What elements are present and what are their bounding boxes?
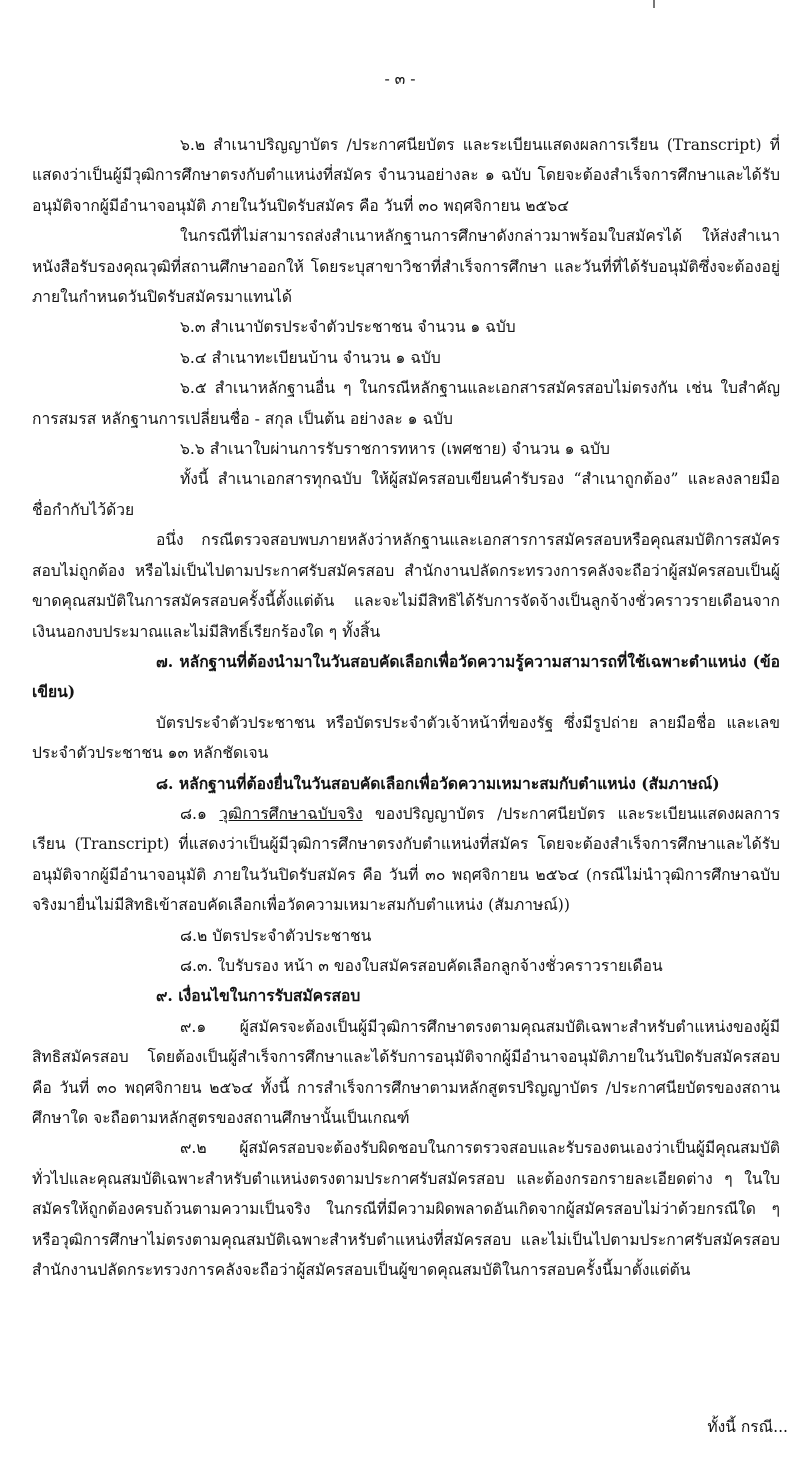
heading-section-9: ๙. เงื่อนไขในการรับสมัครสอบ [156,986,361,1006]
paragraph-disqualification: อนึ่ง กรณีตรวจสอบพบภายหลังว่าหลักฐานและเอกสารการสมัครสอบหรือคุณสมบัติการสมัครสอบไม่ถูกต้อง หรือไม่เป็นไปตามประกาศรับสมัครสอบ สำนักงานปลัดกระทรวงการคลังจะถือว่าผู้สมัครสอบเป็นผู้ขาดคุณสมบัติในการสมัครสอบครั้งนี้ตั้งแต่ต้น และจะไม่มีสิทธิได้รับการจัดจ้างเป็นลูกจ้างชั่วคราวรายเดือนจากเงินนอกงบประมาณและไม่มีสิทธิ์เรียกร้องใด ๆ ทั้งสิ้น [32,531,780,641]
paragraph-certify-copies: ทั้งนี้ สำเนาเอกสารทุกฉบับ ให้ผู้สมัครสอบเขียนคำรับรอง “สำเนาถูกต้อง” และลงลายมือชื่อกำกับไว้ด้วย [32,470,780,519]
paragraph-8-1-prefix: ๘.๑ [180,804,220,823]
paragraph-6-3: ๖.๓ สำเนาบัตรประจำตัวประชาชน จำนวน ๑ ฉบับ [180,318,516,337]
paragraph-6-2: ๖.๒ สำเนาปริญญาบัตร /ประกาศนียบัตร และระเบียนแสดงผลการเรียน (Transcript) ที่แสดงว่าเป็นผู้มีวุฒิการศึกษาตรงกับตำแหน่งที่สมัคร จำนวนอย่างละ ๑ ฉบับ โดยจะต้องสำเร็จการศึกษาและได้รับอนุมัติจากผู้มีอำนาจอนุมัติ ภายในวันปิดรับสมัคร คือ วันที่ ๓๐ พฤศจิกายน ๒๕๖๔ [32,136,780,215]
paragraph-8-3: ๘.๓. ใบรับรอง หน้า ๓ ของใบสมัครสอบคัดเลือกลูกจ้างชั่วคราวรายเดือน [180,956,663,975]
paragraph-8-1-rest: ของปริญญาบัตร /ประกาศนียบัตร และระเบียนแสดงผลการเรียน (Transcript) ที่แสดงว่าเป็นผู้มีวุฒิการศึกษาตรงกับตำแหน่งที่สมัคร โดยจะต้องสำเร็จการศึกษาและได้รับอนุมัติจากผู้มีอำนาจอนุมัติ ภายในวันปิดรับสมัคร คือ วันที่ ๓๐ พฤศจิกายน ๒๕๖๔ (กรณีไม่นำวุฒิการศึกษาฉบับจริงมายื่นไม่มีสิทธิเข้าสอบคัดเลือกเพื่อวัดความเหมาะสมกับตำแหน่ง (สัมภาษณ์)) [32,804,781,915]
paragraph-8-1 [32,799,780,921]
document-body [32,130,780,1285]
paragraph-8-2: ๘.๒ บัตรประจำตัวประชาชน [180,926,372,945]
paragraph-9-1: ๙.๑ ผู้สมัครจะต้องเป็นผู้มีวุฒิการศึกษาตรงตามคุณสมบัติเฉพาะสำหรับตำแหน่งของผู้มีสิทธิสมัครสอบ โดยต้องเป็นผู้สำเร็จการศึกษาและได้รับการอนุมัติจากผู้มีอำนาจอนุมัติภายในวันปิดรับสมัครสอบ คือ วันที่ ๓๐ พฤศจิกายน ๒๕๖๔ ทั้งนี้ การสำเร็จการศึกษาตามหลักสูตรปริญญาบัตร /ประกาศนียบัตรของสถานศึกษาใด จะถือตามหลักสูตรของสถานศึกษานั้นเป็นเกณฑ์ [32,1017,780,1127]
paragraph-6-6: ๖.๖ สำเนาใบผ่านการรับราชการทหาร (เพศชาย) จำนวน ๑ ฉบับ [180,440,610,459]
paragraph-6-5: ๖.๕ สำเนาหลักฐานอื่น ๆ ในกรณีหลักฐานและเอกสารสมัครสอบไม่ตรงกัน เช่น ใบสำคัญการสมรส หลักฐานการเปลี่ยนชื่อ - สกุล เป็นต้น อย่างละ ๑ ฉบับ [32,379,780,428]
paragraph-8-1-underlined: วุฒิการศึกษาฉบับจริง [219,804,363,823]
scan-edge-mark [653,0,655,8]
heading-section-7: ๗. หลักฐานที่ต้องนำมาในวันสอบคัดเลือกเพื่อวัดความรู้ความสามารถที่ใช้เฉพาะตำแหน่ง (ข้อเขียน) [32,651,780,702]
paragraph-section-7-id: บัตรประจำตัวประชาชน หรือบัตรประจำตัวเจ้าหน้าที่ของรัฐ ซึ่งมีรูปถ่าย ลายมือชื่อ และเลขประจำตัวประชาชน ๑๓ หลักชัดเจน [32,713,780,763]
paragraph-6-4: ๖.๔ สำเนาทะเบียนบ้าน จำนวน ๑ ฉบับ [180,348,441,367]
paragraph-6-2-note: ในกรณีที่ไม่สามารถส่งสำเนาหลักฐานการศึกษาดังกล่าวมาพร้อมใบสมัครได้ ให้ส่งสำเนาหนังสือรับรองคุณวุฒิที่สถานศึกษาออกให้ โดยระบุสาขาวิชาที่สำเร็จการศึกษา และวันที่ที่ได้รับอนุมัติซึ่งจะต้องอยู่ภายในกำหนดวันปิดรับสมัครมาแทนได้ [32,227,780,307]
continuation-footer: ทั้งนี้ กรณี... [707,1418,788,1436]
page-number: - ๓ - [384,70,416,88]
heading-section-8: ๘. หลักฐานที่ต้องยื่นในวันสอบคัดเลือกเพื่อวัดความเหมาะสมกับตำแหน่ง (สัมภาษณ์) [156,773,720,793]
paragraph-9-2: ๙.๒ ผู้สมัครสอบจะต้องรับผิดชอบในการตรวจสอบและรับรองตนเองว่าเป็นผู้มีคุณสมบัติทั่วไปและคุณสมบัติเฉพาะสำหรับตำแหน่งตรงตามประกาศรับสมัครสอบ และต้องกรอกรายละเอียดต่าง ๆ ในใบสมัครให้ถูกต้องครบถ้วนตามความเป็นจริง ในกรณีที่มีความผิดพลาดอันเกิดจากผู้สมัครสอบไม่ว่าด้วยกรณีใด ๆ หรือวุฒิการศึกษาไม่ตรงตามคุณสมบัติเฉพาะสำหรับตำแหน่งที่สมัครสอบ และไม่เป็นไปตามประกาศรับสมัครสอบ สำนักงานปลัดกระทรวงการคลังจะถือว่าผู้สมัครสอบเป็นผู้ขาดคุณสมบัติในการสอบครั้งนี้มาตั้งแต่ต้น [32,1139,780,1280]
